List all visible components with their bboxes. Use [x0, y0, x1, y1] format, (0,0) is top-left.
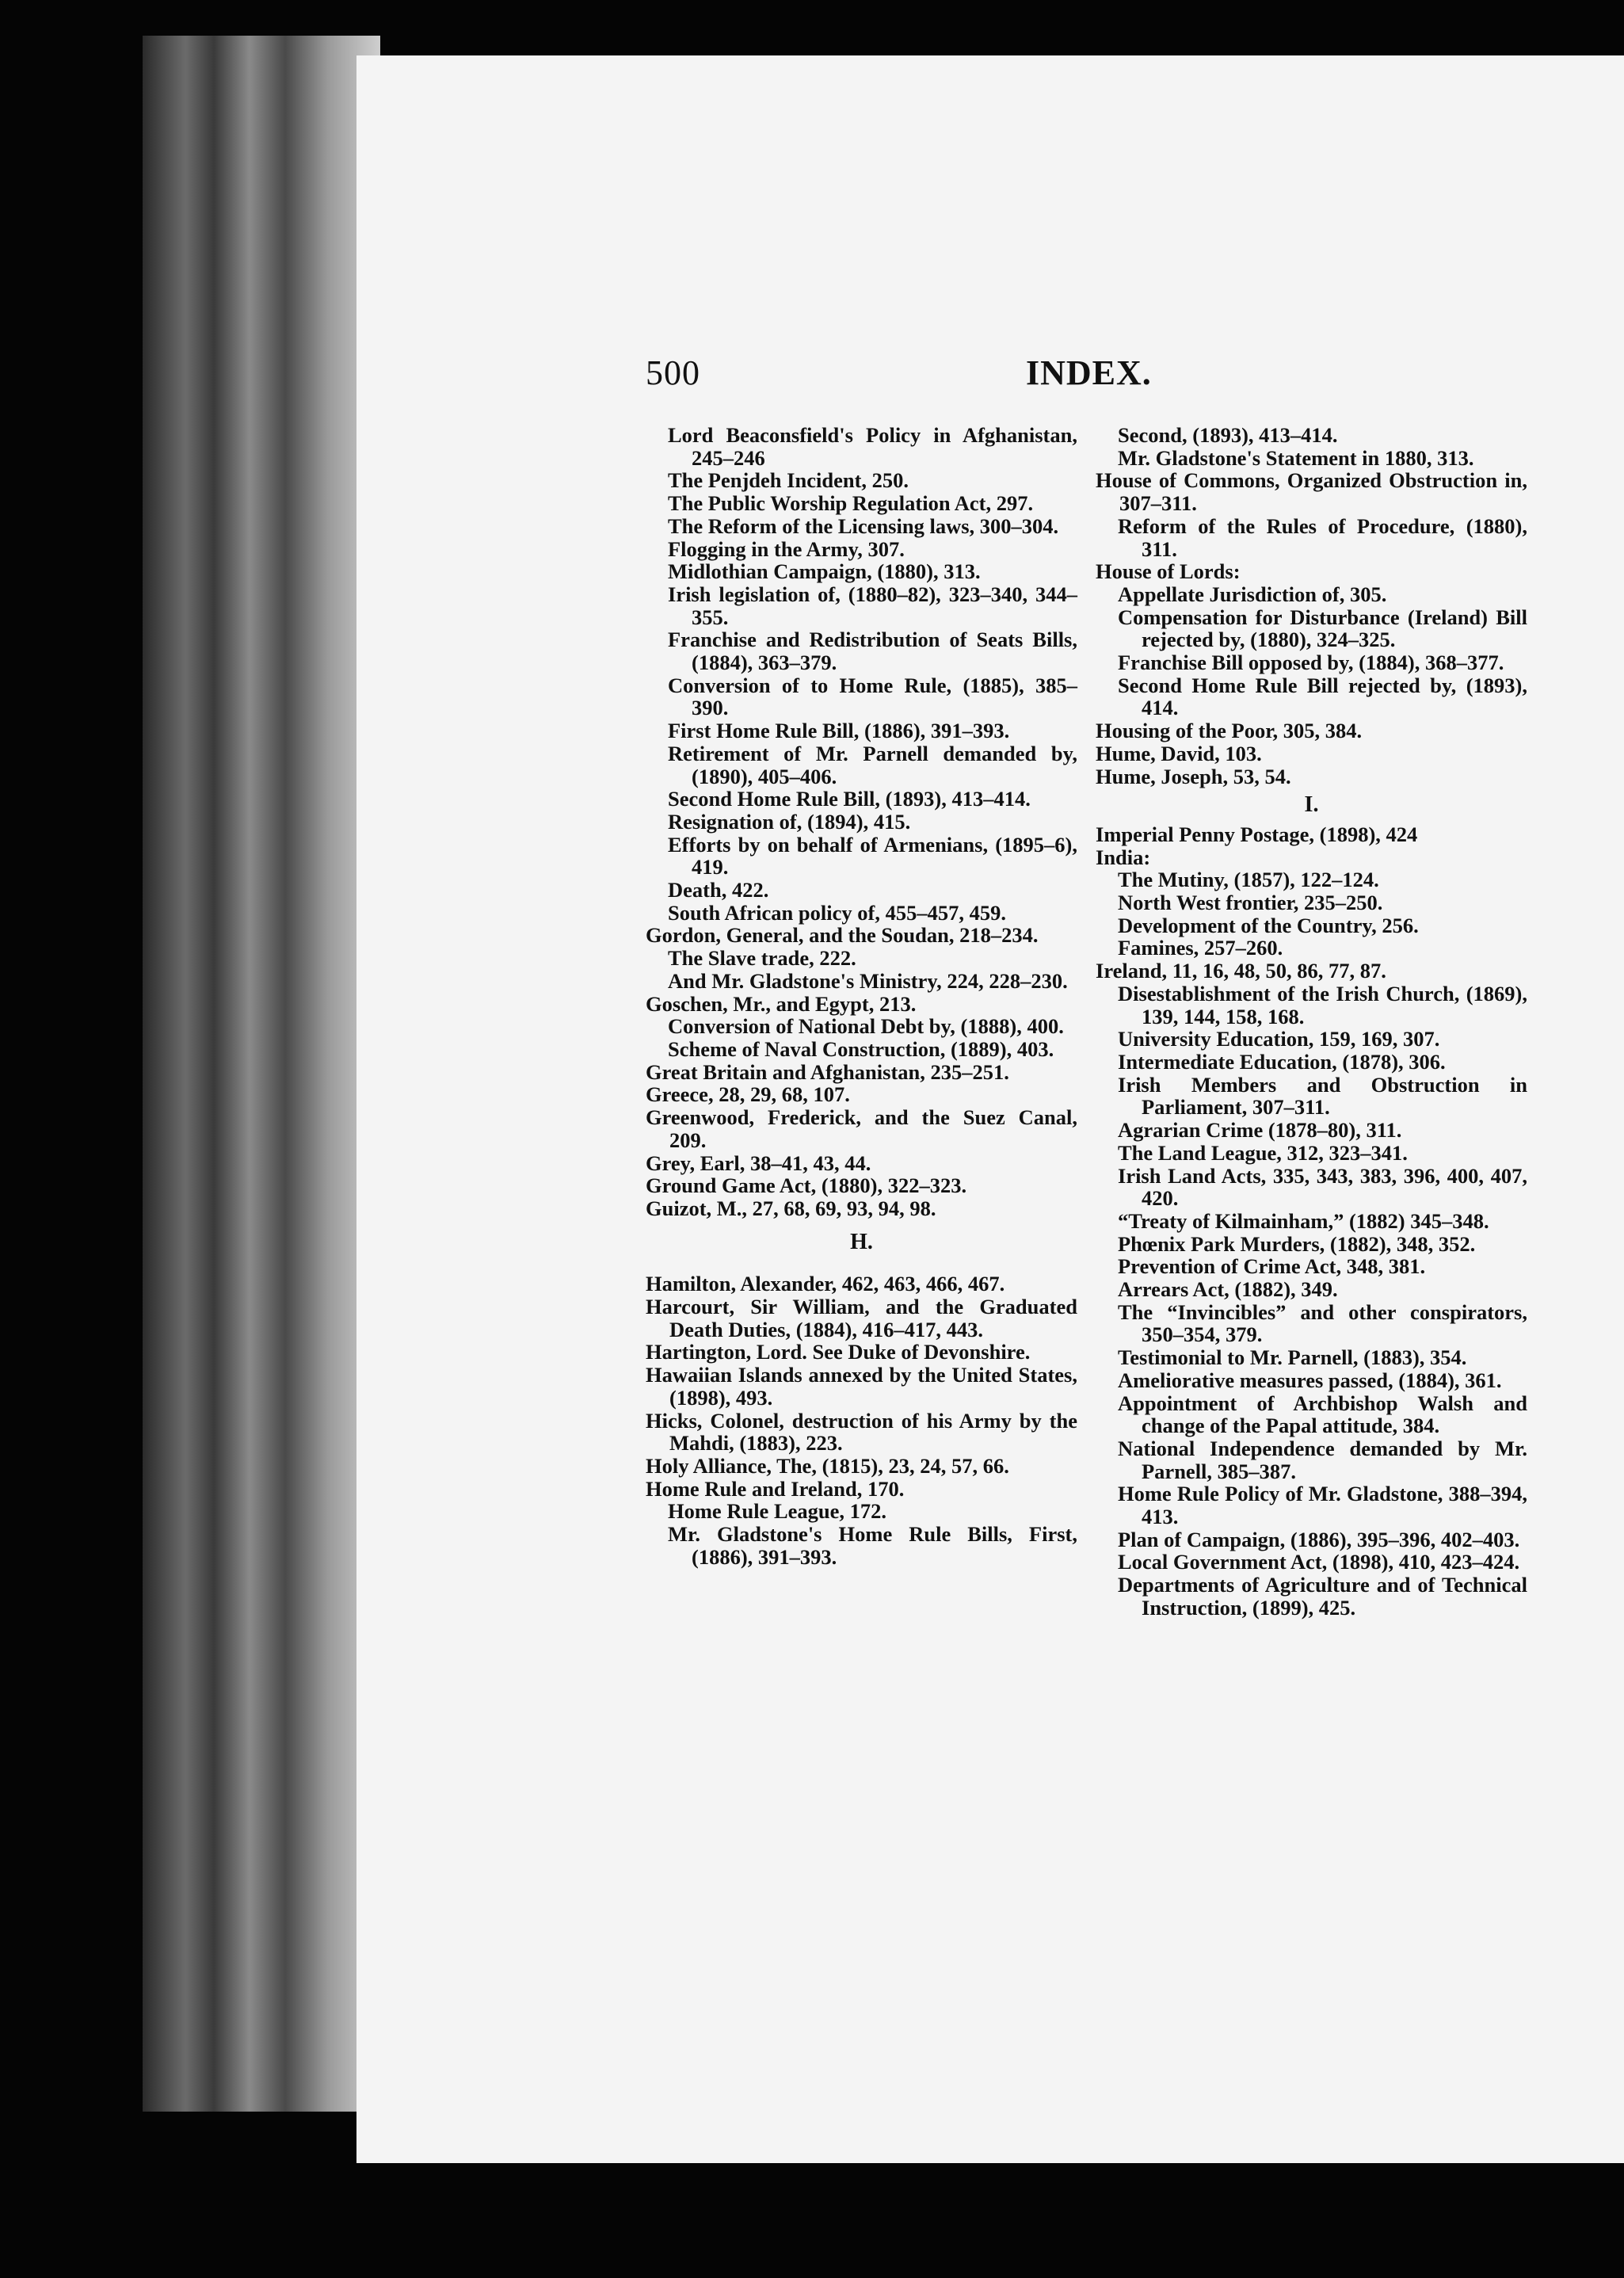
index-entry: Harcourt, Sir William, and the Graduated Death Duties, (1884), 416–417, 443. [646, 1295, 1077, 1341]
index-subentry: Prevention of Crime Act, 348, 381. [1118, 1254, 1426, 1279]
index-subentry: Mr. Gladstone's Statement in 1880, 313. [1118, 445, 1474, 470]
index-entry: Imperial Penny Postage, (1898), 424 [1096, 822, 1418, 846]
index-subentry: Irish Members and Obstruction in Parliament, 307–311. [1118, 1072, 1527, 1120]
index-subentry: North West frontier, 235–250. [1118, 891, 1383, 915]
index-subentry: Appointment of Archbishop Walsh and change of the Papal attitude, 384. [1118, 1391, 1527, 1438]
page-number: 500 [646, 353, 700, 392]
index-subentry: Scheme of Naval Construction, (1889), 403. [668, 1036, 1054, 1061]
index-entry: Goschen, Mr., and Egypt, 213. [646, 991, 917, 1016]
index-subentry: Ameliorative measures passed, (1884), 361. [1118, 1368, 1502, 1392]
index-subentry: University Education, 159, 169, 307. [1118, 1027, 1440, 1051]
index-subentry: Midlothian Campaign, (1880), 313. [668, 559, 981, 584]
index-entry: Hume, David, 103. [1096, 741, 1262, 765]
index-subentry: Phœnix Park Murders, (1882), 348, 352. [1118, 1231, 1476, 1256]
index-subentry: The Reform of the Licensing laws, 300–304. [668, 513, 1059, 538]
index-subentry: Death, 422. [668, 878, 769, 902]
index-entry: Greenwood, Frederick, and the Suez Canal, 209. [646, 1105, 1077, 1152]
index-subentry: Plan of Campaign, (1886), 395–396, 402–403. [1118, 1527, 1520, 1551]
index-subentry: Second, (1893), 413–414. [1118, 423, 1338, 447]
index-subentry: Lord Beaconsfield's Policy in Afghanistan, 245–246 [668, 423, 1077, 470]
index-subentry: Departments of Agriculture and of Technical Instruction, (1899), 425. [1118, 1573, 1527, 1620]
index-subentry: Testimonial to Mr. Parnell, (1883), 354. [1118, 1345, 1467, 1370]
index-entry: Greece, 28, 29, 68, 107. [646, 1082, 850, 1107]
index-subentry: Famines, 257–260. [1118, 936, 1283, 960]
section-letter: I. [1304, 792, 1319, 818]
index-subentry: Irish Land Acts, 335, 343, 383, 396, 400, 407, 420. [1118, 1163, 1527, 1211]
index-subentry: Retirement of Mr. Parnell demanded by, (1890), 405–406. [668, 741, 1077, 788]
index-subentry: Reform of the Rules of Procedure, (1880), 311. [1118, 513, 1527, 561]
index-subentry: Efforts by on behalf of Armenians, (1895–6), 419. [668, 832, 1077, 880]
index-subentry: The Land League, 312, 323–341. [1118, 1140, 1408, 1165]
index-subentry: Flogging in the Army, 307. [668, 536, 905, 561]
index-subentry: Conversion of to Home Rule, (1885), 385–390. [668, 673, 1077, 720]
index-entry: Guizot, M., 27, 68, 69, 93, 94, 98. [646, 1196, 936, 1220]
index-subentry: Development of the Country, 256. [1118, 913, 1419, 937]
index-entry: Housing of the Poor, 305, 384. [1096, 719, 1363, 743]
index-subentry: Disestablishment of the Irish Church, (1869), 139, 144, 158, 168. [1118, 981, 1527, 1028]
index-subentry: Franchise and Redistribution of Seats Bills, (1884), 363–379. [668, 628, 1077, 675]
index-entry: Ground Game Act, (1880), 322–323. [646, 1173, 967, 1198]
index-entry: India: [1096, 845, 1151, 869]
index-entry: Hartington, Lord. See Duke of Devonshire. [646, 1340, 1031, 1364]
index-entry: Holy Alliance, The, (1815), 23, 24, 57, 66. [646, 1453, 1009, 1478]
index-subentry: The “Invincibles” and other conspirators, 350–354, 379. [1118, 1299, 1527, 1347]
index-subentry: First Home Rule Bill, (1886), 391–393. [668, 719, 1010, 743]
index-entry: House of Commons, Organized Obstruction in, 307–311. [1096, 468, 1527, 516]
index-entry: Grey, Earl, 38–41, 43, 44. [646, 1150, 871, 1175]
index-entry: Great Britain and Afghanistan, 235–251. [646, 1059, 1009, 1084]
index-subentry: And Mr. Gladstone's Ministry, 224, 228–230. [668, 968, 1068, 993]
index-entry: Hume, Joseph, 53, 54. [1096, 764, 1291, 788]
index-subentry: Local Government Act, (1898), 410, 423–424. [1118, 1550, 1520, 1574]
index-entry: House of Lords: [1096, 559, 1241, 584]
index-subentry: Franchise Bill opposed by, (1884), 368–377. [1118, 651, 1504, 675]
index-subentry: Mr. Gladstone's Home Rule Bills, First, (1886), 391–393. [668, 1522, 1077, 1569]
index-entry: Home Rule and Ireland, 170. [646, 1476, 905, 1501]
index-subentry: “Treaty of Kilmainham,” (1882) 345–348. [1118, 1208, 1489, 1233]
index-subentry: Second Home Rule Bill, (1893), 413–414. [668, 787, 1031, 811]
index-subentry: The Public Worship Regulation Act, 297. [668, 491, 1034, 516]
book-page-edges [143, 36, 380, 2112]
index-subentry: The Slave trade, 222. [668, 946, 856, 971]
index-subentry: Conversion of National Debt by, (1888), 400. [668, 1014, 1064, 1039]
index-subentry: Home Rule League, 172. [668, 1499, 887, 1524]
index-entry: Hawaiian Islands annexed by the United States, (1898), 493. [646, 1363, 1077, 1410]
index-subentry: Appellate Jurisdiction of, 305. [1118, 582, 1387, 606]
index-subentry: Compensation for Disturbance (Ireland) Bill rejected by, (1880), 324–325. [1118, 605, 1527, 652]
index-column-right [1096, 424, 1527, 1620]
index-subentry: The Mutiny, (1857), 122–124. [1118, 868, 1379, 892]
index-entry: Hicks, Colonel, destruction of his Army by the Mahdi, (1883), 223. [646, 1408, 1077, 1456]
index-subentry: National Independence demanded by Mr. Parnell, 385–387. [1118, 1436, 1527, 1483]
page-title: INDEX. [1026, 353, 1152, 392]
index-entry: Ireland, 11, 16, 48, 50, 86, 77, 87. [1096, 959, 1386, 983]
index-column-left [646, 424, 1077, 1568]
index-entry: Gordon, General, and the Soudan, 218–234. [646, 923, 1039, 948]
index-subentry: Home Rule Policy of Mr. Gladstone, 388–394, 413. [1118, 1482, 1527, 1529]
index-subentry: The Penjdeh Incident, 250. [668, 468, 909, 493]
index-entry: Hamilton, Alexander, 462, 463, 466, 467. [646, 1272, 1005, 1296]
index-subentry: Arrears Act, (1882), 349. [1118, 1277, 1338, 1302]
page-header [646, 353, 1152, 400]
index-subentry: Resignation of, (1894), 415. [668, 809, 911, 834]
index-subentry: South African policy of, 455–457, 459. [668, 900, 1006, 925]
index-subentry: Agrarian Crime (1878–80), 311. [1118, 1118, 1402, 1143]
index-subentry: Second Home Rule Bill rejected by, (1893), 414. [1118, 673, 1527, 720]
index-subentry: Intermediate Education, (1878), 306. [1118, 1049, 1446, 1074]
section-letter: H. [850, 1229, 873, 1254]
index-subentry: Irish legislation of, (1880–82), 323–340, 344–355. [668, 582, 1077, 629]
